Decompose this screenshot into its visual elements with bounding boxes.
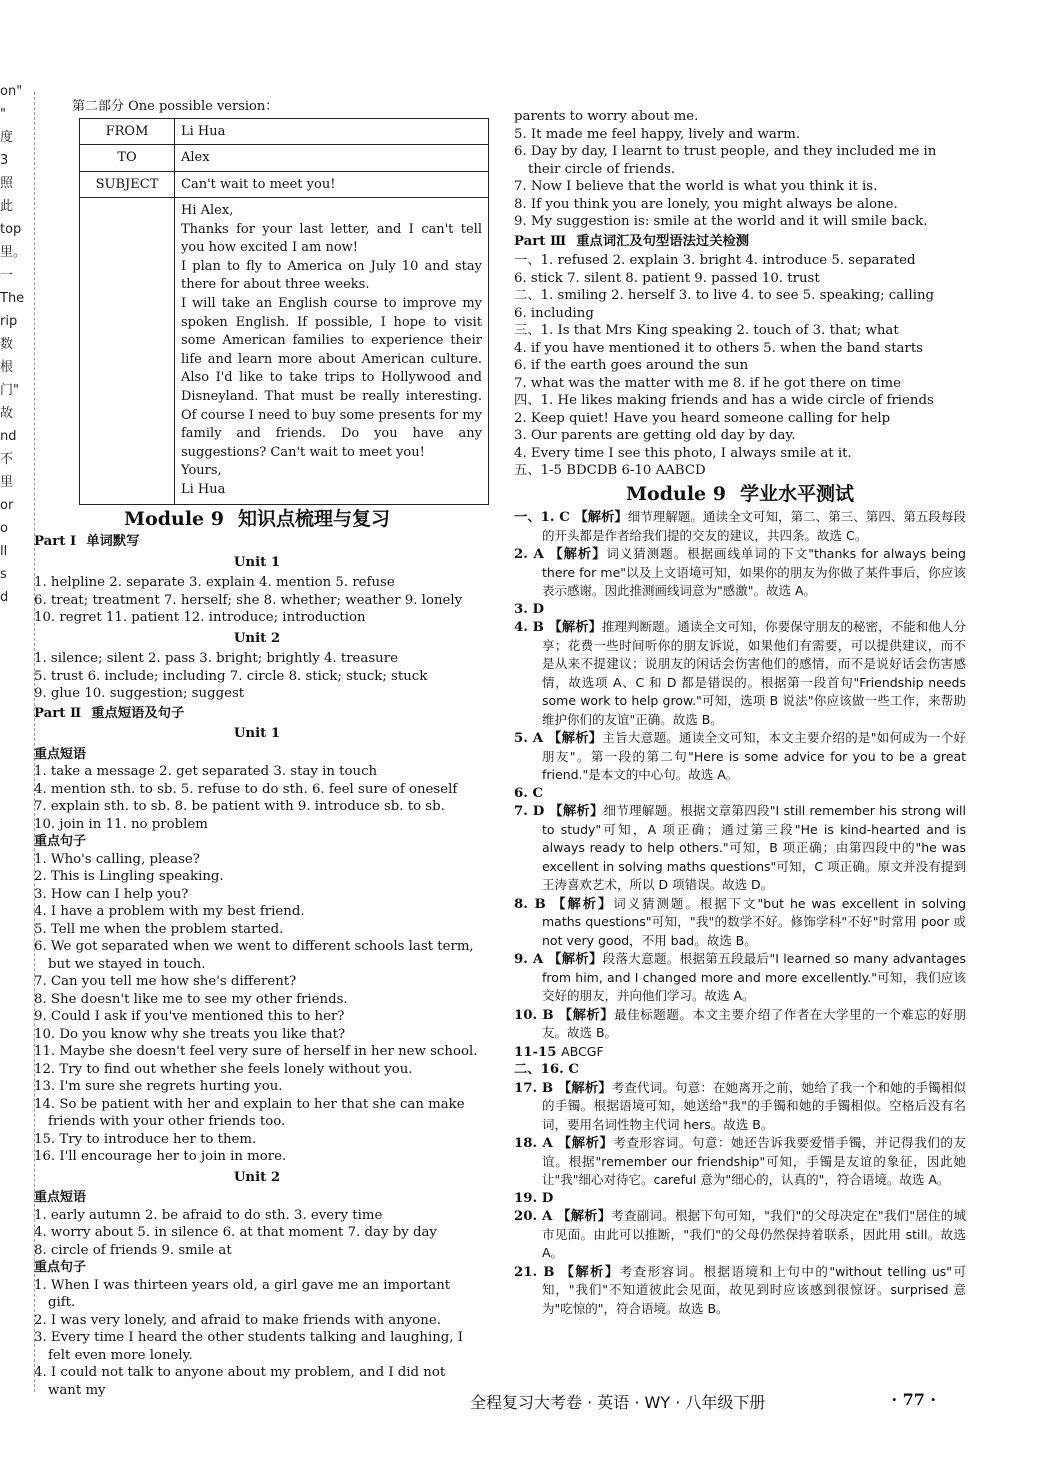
analysis-text: 考查形容词。根据语境和上句中的"without telling us"可知，"我们"不知道彼此会见面，故见到时应该感到很惊讶。surprised 意为"吃惊的"，符合语境。故选 B。	[542, 1263, 966, 1316]
left-edge-fragments	[0, 80, 27, 609]
phrase-row: 4. mention sth. to sb. 5. refuse to do sth. 6. feel sure of oneself	[34, 781, 458, 797]
part-number: Part Ⅱ	[34, 705, 82, 721]
sentence-item: 11. Maybe she doesn't feel very sure of herself in her new school.	[34, 1044, 478, 1059]
answer-row: 6. if the earth goes around the sun	[514, 358, 749, 373]
sentence-item: 6. Day by day, I learnt to trust people, and they included me in their circle of friends.	[514, 144, 937, 177]
edge-fragment: 里	[0, 475, 14, 490]
analysis-text: 考查形容词。句意：她还告诉我要爱惜手镯，并记得我们的友谊。根据"remember our friendship"可知，手镯是友谊的象征，因此她让"我"细心对待它。careful 意为"细心的，认真的"，符合语境。故选 A。	[542, 1135, 966, 1187]
sentence-item: parents to worry about me.	[514, 109, 699, 124]
section-two-answers	[514, 287, 966, 322]
answer-item	[514, 895, 966, 951]
answer-item	[514, 508, 966, 545]
sentence-item: 7. Now I believe that the world is what you think it is.	[514, 179, 878, 194]
word-row: 6. treat; treatment 7. herself; she 8. whether; weather 9. lonely	[34, 592, 463, 608]
answer-item	[514, 1207, 966, 1263]
answer-number: 二、16. C	[514, 1062, 579, 1077]
analysis-text: 词义猜测题。根据下文"but he was excellent in solving maths questions"可知，"我"的数学不好。修饰学科"不好"时常用 poor 或 not very good，不用 bad。故选 B。	[542, 895, 967, 948]
footer-book-title: 全程复习大考卷 · 英语 · WY · 八年级下册	[470, 1393, 766, 1412]
letter-empty-cell	[80, 198, 175, 505]
analysis-label: 【解析】	[574, 510, 628, 525]
sentences-heading: 重点句子	[34, 1260, 87, 1275]
answer-row: 4. Every time I see this photo, I always smile at it.	[514, 445, 852, 461]
answer-row: 二、1. smiling 2. herself 3. to live 4. to see 5. speaking; calling	[514, 288, 935, 303]
analysis-text: 主旨大意题。通读全文可知，本文主要介绍的是"如何成为一个好朋友"。第一段的第二句"Here is some advice for you to be a great friend."是本文的中心句。故选 A。	[542, 730, 966, 782]
answer-row: 7. what was the matter with me 8. if he got there on time	[514, 375, 902, 391]
analysis-text: 推理判断题。通读全文可知，你要保守朋友的秘密，不能和他人分享；花费一些时间听你的朋友诉说，如果他们有需要，可以提供建议，而不是从来不提建议；说朋友的闲话会伤害他们的感情，而不是说好话会伤害感情，故选项 A、C 和 D 都是错误的。根据第一段首句"Friendship needs some work to help grow."可知，选项 B 说法"你应该做一些工作，来帮助维护你们的友谊"正确。故选 B。	[542, 619, 966, 727]
sentence-item: 9. My suggestion is: smile at the world and it will smile back.	[514, 214, 928, 229]
answer-row: 一、1. refused 2. explain 3. bright 4. introduce 5. separated	[514, 253, 916, 268]
answer-number: 5. A	[514, 731, 549, 746]
sentence-item: 3. How can I help you?	[34, 886, 189, 902]
sentence-item: 8. If you think you are lonely, you might always be alone.	[514, 196, 898, 212]
answer-number: 11-15	[514, 1044, 562, 1060]
sentence-item: 5. Tell me when the problem started.	[34, 921, 284, 937]
edge-fragment: ll	[0, 544, 8, 559]
section-three-answers	[514, 322, 966, 392]
from-label: FROM	[80, 118, 175, 145]
unit-heading: Unit 1	[233, 554, 281, 570]
answer-row: 3. Our parents are getting old day by day.	[514, 428, 796, 443]
sentence-item: 15. Try to introduce her to them.	[34, 1131, 257, 1147]
answer-item	[514, 545, 966, 601]
section-one-answers	[514, 252, 966, 287]
module-title	[514, 482, 966, 505]
sentence-item: 7. Can you tell me how she's different?	[34, 974, 297, 989]
word-row: 10. regret 11. patient 12. introduce; introduction	[34, 610, 366, 625]
sentence-item: 2. This is Lingling speaking.	[34, 869, 224, 884]
answer-number: 9. A	[514, 952, 549, 967]
part-title: 重点短语及句子	[91, 705, 185, 721]
answer-item	[514, 729, 966, 785]
unit2-word-list	[34, 650, 480, 703]
letter-body	[175, 198, 489, 505]
analysis-label: 【解析】	[549, 547, 607, 562]
part-number: Part Ⅲ	[514, 233, 567, 249]
edge-fragment: o	[0, 521, 8, 536]
answer-number: 20. A	[514, 1209, 558, 1224]
answer-item	[514, 1263, 966, 1319]
section-five-answers: 五、1-5 BDCDB 6-10 AABCD	[514, 463, 706, 478]
answer-number: 8. B	[514, 896, 553, 912]
edge-fragment: The	[0, 291, 25, 306]
phrase-row: 10. join in 11. no problem	[34, 816, 208, 832]
analysis-text: ABCGF	[561, 1043, 604, 1059]
answer-row: 6. stick 7. silent 8. patient 9. passed 10. trust	[514, 270, 820, 286]
word-row: 1. silence; silent 2. pass 3. bright; brightly 4. treasure	[34, 651, 398, 666]
unit1-word-list	[34, 574, 480, 627]
analysis-text: 词义猜测题。根据画线单词的下文"thanks for always being there for me"以及上文语境可知，如果你的朋友为你做了某件事后，你应该表示感谢。因此推测画线词意为"感激"。故选 A。	[542, 546, 966, 598]
letter-signature: Li Hua	[181, 481, 226, 497]
answer-number: 18. A	[514, 1136, 558, 1151]
part-title: 单词默写	[86, 534, 140, 549]
sentence-item: 2. I was very lonely, and afraid to make friends with anyone.	[34, 1312, 441, 1328]
unit-heading: Unit 2	[233, 630, 281, 646]
unit-heading: Unit 1	[233, 726, 281, 741]
word-row: 5. trust 6. include; including 7. circle 8. stick; stuck; stuck	[34, 668, 428, 684]
page-number: · 77 ·	[891, 1390, 936, 1409]
phrase-row: 1. early autumn 2. be afraid to do sth. 3. every time	[34, 1207, 383, 1223]
analysis-text: 考查代词。句意：在她离开之前，她给了我一个和她的手镯相似的手镯。根据语境可知，她送给"我"的手镯和她的手镯相似。空格后没有名词，要用名词性物主代词 hers。故选 B。	[542, 1079, 966, 1132]
module-title-cn: 学业水平测试	[739, 482, 854, 505]
edge-fragment: 数	[0, 337, 14, 352]
answer-row: 四、1. He likes making friends and has a wide circle of friends	[514, 393, 934, 408]
edge-fragment: 门"	[0, 383, 19, 398]
unit1-sentence-list	[34, 851, 480, 1166]
part-title: 重点词汇及句型语法过关检测	[576, 233, 750, 249]
answer-item	[514, 601, 966, 619]
page-footer	[470, 1390, 950, 1413]
left-column	[34, 98, 480, 1399]
sentence-item: 10. Do you know why she treats you like that?	[34, 1026, 346, 1042]
answer-row: 2. Keep quiet! Have you heard someone calling for help	[514, 410, 891, 426]
answer-item	[514, 802, 966, 895]
letter-paragraph: I will take an English course to improve my spoken English. If possible, I hope to visit some American families to experience their life and learn more about American culture. Also I'd like to take trips to Hollywood and Disneyland. That must be really interesting. Of course I need to buy some presents for my family and friends. Do you have any suggestions? Can't wait to meet you!	[181, 295, 482, 460]
answer-item	[514, 785, 966, 803]
edge-fragment: top	[0, 222, 22, 237]
word-row: 1. helpline 2. separate 3. explain 4. mention 5. refuse	[34, 575, 395, 590]
sentences-heading: 重点句子	[34, 834, 87, 849]
answer-number: 21. B	[514, 1264, 561, 1280]
analysis-label: 【解析】	[557, 1136, 614, 1151]
sentence-item: 8. She doesn't like me to see my other friends.	[34, 991, 348, 1007]
answer-item	[514, 1043, 966, 1062]
subject-label: SUBJECT	[80, 171, 175, 198]
module-title-cn: 知识点梳理与复习	[237, 507, 390, 530]
answer-item	[514, 1079, 966, 1135]
analysis-label: 【解析】	[548, 620, 602, 635]
sentence-item: 1. Who's calling, please?	[34, 851, 200, 867]
analysis-label: 【解析】	[548, 731, 603, 746]
subject-value: Can't wait to meet you!	[175, 171, 489, 198]
answer-number: 7. D	[514, 804, 550, 819]
analysis-label: 【解析】	[552, 896, 614, 912]
unit2-sentence-list	[34, 1277, 480, 1400]
sentence-item: 1. When I was thirteen years old, a girl gave me an important gift.	[34, 1277, 451, 1310]
section-four-answers	[514, 392, 966, 462]
answer-number: 17. B	[514, 1080, 558, 1096]
analysis-text: 最佳标题题。本文主要介绍了作者在大学里的一个难忘的好朋友。故选 B。	[542, 1006, 966, 1040]
edge-fragment: " 度	[0, 107, 14, 145]
phrases-heading: 重点短语	[34, 1190, 87, 1205]
sentence-item: 16. I'll encourage her to join in more.	[34, 1149, 287, 1164]
phrase-row: 4. worry about 5. in silence 6. at that moment 7. day by day	[34, 1225, 437, 1240]
test-answer-list	[514, 508, 966, 1318]
letter-greeting: Hi Alex,	[181, 203, 234, 218]
right-column	[514, 108, 966, 1318]
part-heading	[34, 705, 480, 723]
edge-fragment: or	[0, 498, 14, 513]
unit1-phrase-list	[34, 763, 480, 833]
phrase-row: 7. explain sth. to sb. 8. be patient with 9. introduce sb. to sb.	[34, 799, 445, 814]
sentence-item: 13. I'm sure she regrets hurting you.	[34, 1079, 283, 1094]
edge-fragment: nd	[0, 429, 17, 444]
edge-fragment: 此	[0, 199, 14, 214]
analysis-label: 【解析】	[557, 1209, 612, 1224]
to-label: TO	[80, 145, 175, 172]
part-heading	[514, 233, 966, 251]
answer-number: 3. D	[514, 601, 545, 617]
sentence-item: 4. I have a problem with my best friend.	[34, 904, 305, 919]
to-value: Alex	[175, 145, 489, 172]
answer-number: 10. B	[514, 1007, 559, 1023]
analysis-text: 考查副词。根据下句可知，"我们"的父母决定在"我们"居住的城市见面。由此可以推断，"我们"的父母仍然保持着联系，因此用 still。故选 A。	[542, 1208, 967, 1260]
edge-fragment: 故	[0, 406, 14, 421]
sentence-item: 6. We got separated when we went to different schools last term, but we stayed in touch.	[34, 939, 474, 972]
analysis-label: 【解析】	[557, 1080, 612, 1096]
writing-intro: 第二部分 One possible version：	[72, 99, 279, 114]
letter-paragraph: I plan to fly to America on July 10 and stay there for about three weeks.	[181, 258, 482, 293]
answer-item	[514, 618, 966, 729]
answer-item	[514, 1134, 966, 1190]
sentence-item: 14. So be patient with her and explain to her that she can make friends with your other friends too.	[34, 1096, 465, 1129]
answer-item	[514, 1061, 966, 1079]
phrase-row: 8. circle of friends 9. smile at	[34, 1242, 232, 1258]
sentence-item: 12. Try to find out whether she feels lonely without you.	[34, 1061, 413, 1077]
analysis-label: 【解析】	[558, 1007, 615, 1023]
edge-fragment: d	[0, 590, 9, 605]
unit-heading: Unit 2	[233, 1169, 281, 1185]
edge-fragment: rip	[0, 314, 18, 329]
edge-fragment: 3 照	[0, 153, 14, 191]
answer-number: 4. B	[514, 620, 549, 635]
edge-fragment: 里。	[0, 245, 27, 260]
edge-fragment: 不	[0, 452, 14, 467]
phrase-row: 1. take a message 2. get separated 3. stay in touch	[34, 764, 378, 779]
answer-number: 19. D	[514, 1190, 554, 1206]
answer-item	[514, 950, 966, 1006]
word-row: 9. glue 10. suggestion; suggest	[34, 686, 245, 701]
letter-closing: Yours,	[181, 463, 222, 479]
letter-table	[79, 118, 489, 505]
from-value: Li Hua	[175, 118, 489, 145]
part-heading	[34, 533, 480, 551]
edge-fragment: 根	[0, 360, 14, 375]
answer-number: 一、1. C	[514, 510, 575, 525]
edge-fragment: on"	[0, 84, 23, 99]
part-number: Part Ⅰ	[34, 534, 77, 549]
analysis-text: 细节理解题。根据文章第四段"I still remember his strong will to study"可知，A 项正确；通过第三段"He is kind-hearted and is always ready to help others."可知，B 项正确；由第四段中的"he was excellent in solving maths questions"可知，C 项正确。原文并没有提到王涛喜欢艺术，所以 D 项错误。故选 D。	[542, 803, 967, 892]
module-title	[34, 507, 480, 530]
answer-row: 6. including	[514, 305, 594, 321]
analysis-label: 【解析】	[560, 1264, 620, 1280]
analysis-text: 段落大意题。根据第五段最后"I learned so many advantages from him, and I changed more and more excellently."可知，我们应该交好的朋友，并向他们学习。故选 A。	[542, 951, 966, 1003]
edge-fragment: 一	[0, 268, 14, 283]
phrases-heading: 重点短语	[34, 746, 87, 762]
sentence-item: 5. It made me feel happy, lively and warm.	[514, 126, 801, 142]
answer-item	[514, 1190, 966, 1208]
sentence-item: 3. Every time I heard the other students talking and laughing, I felt even more lonely.	[34, 1330, 463, 1363]
sentence-item: 4. I could not talk to anyone about my problem, and I did not want my	[34, 1365, 446, 1398]
answer-number: 2. A	[514, 547, 550, 562]
sentence-item: 9. Could I ask if you've mentioned this to her?	[34, 1009, 345, 1024]
answer-row: 三、1. Is that Mrs King speaking 2. touch of 3. that; what	[514, 323, 899, 338]
analysis-label: 【解析】	[549, 804, 604, 819]
module-title-en: Module 9	[626, 482, 726, 505]
answer-row: 4. if you have mentioned it to others 5. when the band starts	[514, 340, 924, 356]
unit2-phrase-list	[34, 1207, 480, 1260]
answer-number: 6. C	[514, 785, 544, 801]
module-title-en: Module 9	[124, 507, 224, 530]
answer-item	[514, 1006, 966, 1043]
letter-paragraph: Thanks for your last letter, and I can't tell you how excited I am now!	[181, 221, 482, 256]
continued-sentences	[514, 108, 966, 231]
edge-fragment: s	[0, 567, 7, 582]
analysis-label: 【解析】	[548, 952, 603, 967]
analysis-text: 细节理解题。通读全文可知，第二、第三、第四、第五段每段的开头都是作者给我们提的交友的建议，共四条。故选 C。	[542, 509, 966, 543]
